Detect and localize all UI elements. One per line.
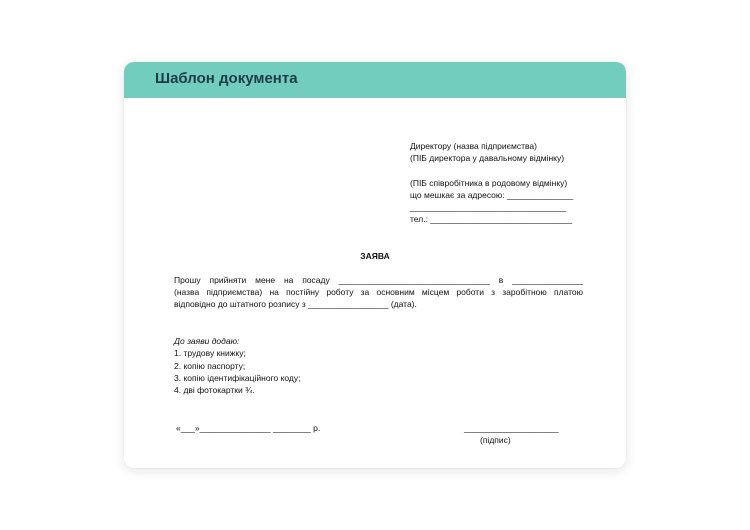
card-header <box>124 62 626 98</box>
address-line: що мешкає за адресою: ______________ <box>410 190 574 200</box>
statement-line-2: (назва підприємства) на постійну роботу за основним місцем роботи з заробітною платою <box>174 287 583 297</box>
address-continuation-line: _________________________________ <box>410 202 567 212</box>
document-template-card <box>124 62 626 468</box>
card-title: Шаблон документа <box>155 70 298 87</box>
addressee-block <box>410 140 573 225</box>
attachments-block <box>174 335 301 396</box>
date-line: «___»_______________ ________ р. <box>176 423 321 433</box>
director-line: Директору (назва підприємства) <box>410 141 537 151</box>
attachment-item: 3. копію ідентифікаційного коду; <box>174 372 301 383</box>
statement-line-1: Прошу прийняти мене на посаду ________________________________ в _______________ <box>174 275 583 285</box>
attachment-item: 4. дві фотокартки ¾. <box>174 385 255 396</box>
employee-line: (ПІБ співробітника в родовому відмінку) <box>410 178 568 188</box>
attachments-title: До заяви додаю: <box>174 336 240 346</box>
signature-line: ____________________ <box>464 423 559 433</box>
statement-line-3: відповідно до штатного розпису з _________________ (дата). <box>174 299 417 309</box>
statement-heading: ЗАЯВА <box>360 251 390 261</box>
attachment-item: 1. трудову книжку; <box>174 348 246 359</box>
attachment-item: 2. копію паспорту; <box>174 360 246 371</box>
signature-caption: (підпис) <box>480 435 511 445</box>
phone-line: тел.: ______________________________ <box>410 214 573 224</box>
statement-body <box>174 274 583 310</box>
director-name-line: (ПІБ директора у давальному відмінку) <box>410 153 565 163</box>
